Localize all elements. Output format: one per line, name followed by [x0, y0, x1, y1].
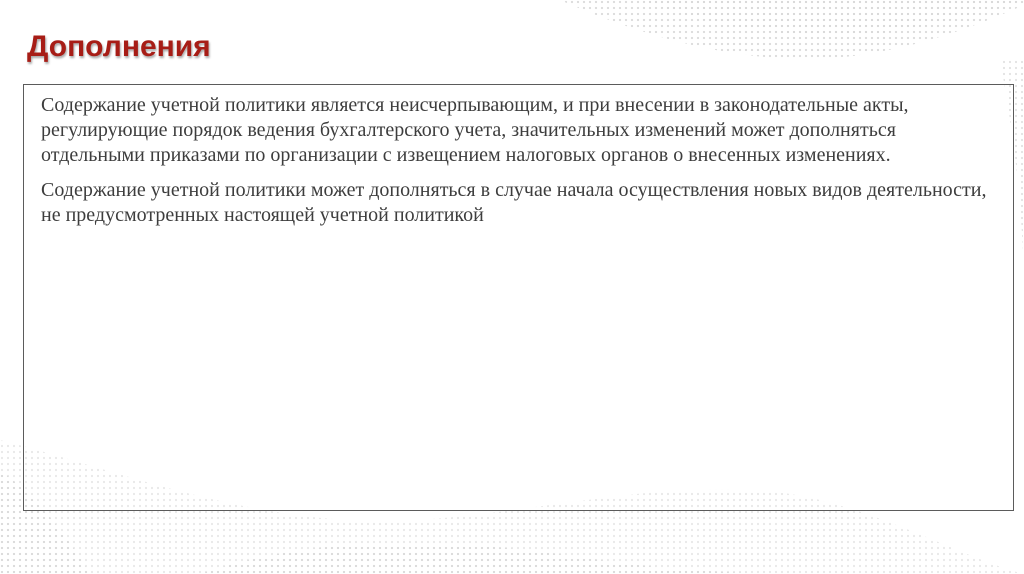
- slide-title: Дополнения: [27, 30, 211, 63]
- paragraph-2: Содержание учетной политики может дополняться в случае начала осуществления новых видов деятельности, не предусмотренных настоящей учетной политикой: [41, 179, 987, 226]
- content-box: [23, 84, 1014, 511]
- paragraph-1: Содержание учетной политики является неисчерпывающим, и при внесении в законодательные акты, регулирующие порядок ведения бухгалтерского учета, значительных изменений может дополняться отдельными приказами по организации с извещением налоговых органов о внесенных изменениях.: [41, 94, 909, 166]
